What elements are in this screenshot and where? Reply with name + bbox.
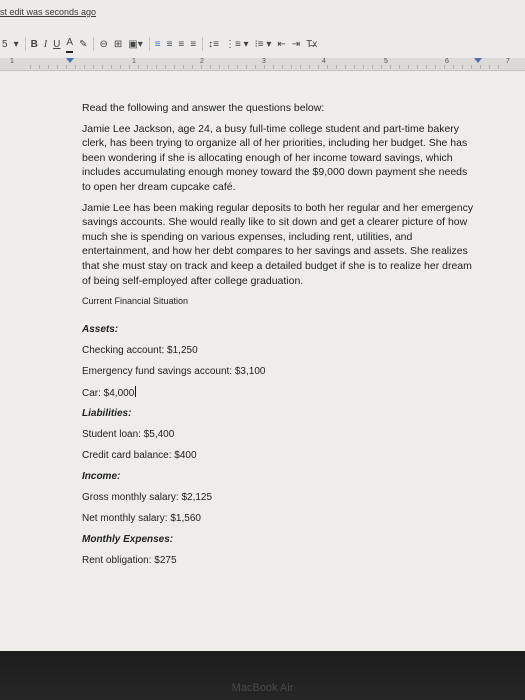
numbered-list-icon[interactable]: ⋮≡ ▾ xyxy=(224,38,249,50)
chevron-down-icon[interactable]: ▾ xyxy=(13,38,19,50)
horizontal-ruler[interactable] xyxy=(0,58,525,71)
assets-label: Assets: xyxy=(82,323,119,335)
justify-icon[interactable]: ≡ xyxy=(190,38,197,50)
rent-line: Rent obligation: $275 xyxy=(82,554,177,566)
docs-topbar xyxy=(0,0,525,58)
toolbar-divider xyxy=(149,37,150,51)
text-color-button[interactable]: A xyxy=(66,35,73,53)
paragraph: Jamie Lee has been making regular deposits to both her regular and her emergency savings accounts. She would really like to sit down and get a clearer picture of how much she is spending on various expenses, including rent, utilities, and entertainment, and how her debt compares to her savings and assets. She realizes that she must stay on track and keep a detailed budget if she is to realize her dream of being self-employed after college graduation. xyxy=(82,201,474,287)
underline-button[interactable]: U xyxy=(53,38,61,50)
right-indent-marker[interactable] xyxy=(474,58,482,63)
toolbar-divider xyxy=(202,37,203,51)
bulleted-list-icon[interactable]: ⁝≡ ▾ xyxy=(254,38,272,50)
text-cursor xyxy=(135,386,136,397)
ruler-number: 7 xyxy=(506,58,510,65)
student-loan-line: Student loan: $5,400 xyxy=(82,428,175,440)
ruler-number: 6 xyxy=(445,58,449,65)
device-label: MacBook Air xyxy=(231,682,294,694)
gross-salary-line: Gross monthly salary: $2,125 xyxy=(82,491,213,503)
toolbar-divider xyxy=(93,37,94,51)
net-salary-line: Net monthly salary: $1,560 xyxy=(82,512,201,524)
align-right-icon[interactable]: ≡ xyxy=(178,38,185,50)
align-center-icon[interactable]: ≡ xyxy=(166,38,173,50)
decrease-indent-icon[interactable]: ⇤ xyxy=(277,38,286,50)
ruler-number: 3 xyxy=(262,58,266,65)
ruler-number: 1 xyxy=(10,58,14,65)
ruler-number: 2 xyxy=(200,58,204,65)
insert-link-icon[interactable]: ⊖ xyxy=(99,38,108,50)
ruler-number: 1 xyxy=(132,58,136,65)
clear-formatting-icon[interactable]: T̶x xyxy=(306,38,318,50)
toolbar-divider xyxy=(25,37,26,51)
income-label: Income: xyxy=(82,470,121,482)
bold-button[interactable]: B xyxy=(30,38,38,50)
instruction-heading: Read the following and answer the questions below: xyxy=(82,102,325,114)
add-comment-icon[interactable]: ⊞ xyxy=(113,38,123,50)
last-edit-link[interactable]: st edit was seconds ago xyxy=(0,7,97,17)
line-spacing-icon[interactable]: ↕≡ xyxy=(208,38,219,50)
left-indent-marker[interactable] xyxy=(66,58,74,63)
align-left-icon[interactable]: ≡ xyxy=(154,38,161,50)
paragraph: Jamie Lee Jackson, age 24, a busy full-time college student and part-time bakery clerk, has been trying to organize all of her priorities, including her budget. She has been wondering if she is allocating enough of her income toward savings, which includes accumulating enough money toward the $9,000 down payment she needs to open her dream cupcake café. xyxy=(82,122,468,193)
credit-card-line: Credit card balance: $400 xyxy=(82,449,197,461)
formatting-toolbar xyxy=(0,34,525,54)
insert-image-icon[interactable]: ▣▾ xyxy=(128,38,143,50)
checking-line: Checking account: $1,250 xyxy=(82,344,198,356)
ruler-ticks xyxy=(30,65,505,69)
monthly-expenses-label: Monthly Expenses: xyxy=(82,533,174,545)
document-body[interactable] xyxy=(82,101,474,575)
ruler-number: 4 xyxy=(322,58,326,65)
increase-indent-icon[interactable]: ⇥ xyxy=(291,38,301,50)
car-text: Car: $4,000 xyxy=(82,387,135,399)
ruler-number: 5 xyxy=(384,58,388,65)
italic-button[interactable]: I xyxy=(43,38,48,50)
liabilities-label: Liabilities: xyxy=(82,407,132,419)
document-page[interactable] xyxy=(0,71,525,651)
font-size-dropdown[interactable]: 5 xyxy=(2,38,8,50)
car-line xyxy=(82,386,474,407)
highlight-color-icon[interactable]: ✎ xyxy=(79,38,88,50)
section-title: Current Financial Situation xyxy=(82,296,189,307)
emergency-fund-line: Emergency fund savings account: $3,100 xyxy=(82,365,266,377)
